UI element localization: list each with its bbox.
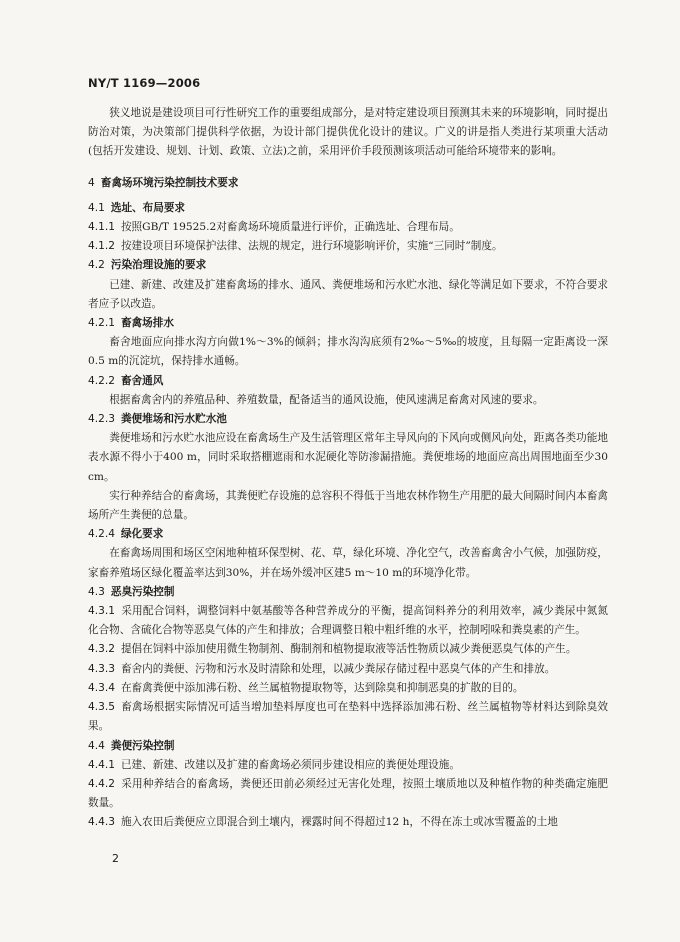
- section-number: 4.2.4: [88, 528, 115, 541]
- section-4-3-heading: [88, 583, 608, 602]
- clause-text: 在畜禽粪便中添加沸石粉、丝兰属植物提取物等，达到除臭和抑制恶臭的扩散的目的。: [120, 681, 524, 694]
- clause-text: 采用种养结合的畜禽场，粪便还田前必须经过无害化处理，按照土壤质地以及种植作物的种类确定施肥数量。: [88, 777, 608, 810]
- clause-text: 畜禽场根据实际情况可适当增加垫料厚度也可在垫料中选择添加沸石粉、丝兰属植物等材料达到除臭效果。: [88, 701, 608, 733]
- clause-4-3-2: [88, 640, 608, 659]
- clause-4-3-3: [88, 660, 608, 679]
- section-title: 绿化要求: [120, 528, 164, 541]
- clause-number: 4.3.4: [88, 681, 115, 694]
- clause-4-4-3: [88, 813, 608, 832]
- section-title: 污染治理设施的要求: [110, 259, 207, 272]
- section-title: 畜禽场排水: [120, 317, 174, 330]
- page-number: 2: [112, 852, 119, 865]
- clause-number: 4.3.3: [88, 662, 115, 675]
- paragraph-4-2-3-a: 粪便堆场和污水贮水池应设在畜禽场生产及生活管理区常年主导风向的下风向或侧风向处，距离各类功能地表水源不得小于400 m，同时采取搭棚遮雨和水泥硬化等防渗漏措施。粪便堆场的地面应高出周围地面至少30 cm。: [88, 432, 608, 483]
- section-title: 粪便污染控制: [110, 739, 175, 752]
- paragraph-4-2-4: 在畜禽场周围和场区空闲地种植环保型树、花、草，绿化环境、净化空气，改善畜禽舍小气候，加强防疫，家畜养殖场区绿化覆盖率达到30%，并在场外缓冲区建5 m～10 m的环境净化带。: [88, 547, 608, 579]
- section-number: 4.4: [88, 739, 105, 752]
- clause-text: 畜舍内的粪便、污物和污水及时清除和处理，以减少粪尿存储过程中恶臭气体的产生和排放。: [120, 662, 556, 675]
- section-4-2-2-heading: [88, 372, 608, 391]
- clause-text: 按照GB/T 19525.2对畜禽场环境质量进行评价，正确选址、合理布局。: [120, 221, 460, 234]
- intro-paragraph: 狭义地说是建设项目可行性研究工作的重要组成部分，是对特定建设项目预测其未来的环境影响，同时提出防治对策，为决策部门提供科学依据，为设计部门提供优化设计的建议。广义的讲是指人类进行某项重大活动(包括开发建设、规划、计划、政策、立法)之前，采用评价手段预测该项活动可能给环境带来的影响。: [88, 107, 608, 158]
- section-number: 4.2: [88, 259, 105, 272]
- section-4-4-heading: [88, 737, 608, 756]
- clause-number: 4.3.5: [88, 701, 115, 714]
- section-number: 4.2.1: [88, 317, 115, 330]
- paragraph-4-2: 已建、新建、改建及扩建畜禽场的排水、通风、粪便堆场和污水贮水池、绿化等满足如下要求，不符合要求者应予以改造。: [88, 278, 608, 310]
- clause-number: 4.4.3: [88, 816, 115, 829]
- clause-4-3-4: [88, 679, 608, 698]
- standard-number: NY/T 1169—2006: [88, 76, 201, 90]
- section-title: 畜舍通风: [120, 374, 164, 387]
- section-4-2-4-heading: [88, 525, 608, 544]
- section-4-2-heading: [88, 256, 608, 275]
- clause-number: 4.1.2: [88, 240, 115, 253]
- paragraph-4-2-1: 畜舍地面应向排水沟方向做1%～3%的倾斜；排水沟沟底须有2‰～5‰的坡度，且每隔一定距离设一深0.5 m的沉淀坑，保持排水通畅。: [88, 336, 608, 368]
- clause-number: 4.4.2: [88, 777, 115, 790]
- clause-number: 4.1.1: [88, 221, 115, 234]
- section-number: 4: [88, 176, 95, 189]
- section-number: 4.2.3: [88, 413, 115, 426]
- clause-4-4-1: [88, 756, 608, 775]
- section-title: 选址、布局要求: [110, 201, 186, 214]
- section-4-2-3-heading: [88, 410, 608, 429]
- clause-text: 施入农田后粪便应立即混合到土壤内，裸露时间不得超过12 h，不得在冻土或冰雪覆盖的土地: [120, 816, 558, 829]
- clause-4-3-1: [88, 602, 608, 640]
- clause-4-1-2: [88, 237, 608, 256]
- clause-number: 4.3.2: [88, 643, 115, 656]
- clause-number: 4.4.1: [88, 758, 115, 771]
- clause-number: 4.3.1: [88, 605, 115, 618]
- page-body: [88, 104, 608, 833]
- clause-text: 按建设项目环境保护法律、法规的规定，进行环境影响评价，实施“三同时”制度。: [120, 240, 503, 253]
- paragraph-4-2-3-b: 实行种养结合的畜禽场，其粪便贮存设施的总容积不得低于当地农林作物生产用肥的最大间隔时间内本畜禽场所产生粪便的总量。: [88, 489, 608, 522]
- section-number: 4.1: [88, 201, 105, 214]
- section-title: 粪便堆场和污水贮水池: [120, 413, 227, 426]
- clause-text: 已建、新建、改建以及扩建的畜禽场必须同步建设相应的粪便处理设施。: [120, 758, 460, 771]
- section-number: 4.3: [88, 585, 105, 598]
- section-title: 畜禽场环境污染控制技术要求: [100, 176, 239, 189]
- clause-text: 采用配合饲料，调整饲料中氨基酸等各种营养成分的平衡，提高饲料养分的利用效率，减少粪尿中氮氮化合物、含硫化合物等恶臭气体的产生和排放；合理调整日粮中粗纤维的水平，控制吲哚和粪臭素的产生。: [88, 605, 608, 637]
- section-4-heading: [88, 174, 608, 193]
- section-4-2-1-heading: [88, 314, 608, 333]
- clause-4-1-1: [88, 218, 608, 237]
- section-number: 4.2.2: [88, 374, 115, 387]
- section-4-1-heading: [88, 199, 608, 218]
- clause-4-4-2: [88, 775, 608, 813]
- clause-text: 提倡在饲料中添加使用微生物制剂、酶制剂和植物提取液等活性物质以减少粪便恶臭气体的产生。: [120, 643, 577, 656]
- paragraph-4-2-2: 根据畜禽舍内的养殖品种、养殖数量，配备适当的通风设施，使风速满足畜禽对风速的要求。: [109, 393, 544, 406]
- clause-4-3-5: [88, 698, 608, 736]
- section-title: 恶臭污染控制: [110, 585, 175, 598]
